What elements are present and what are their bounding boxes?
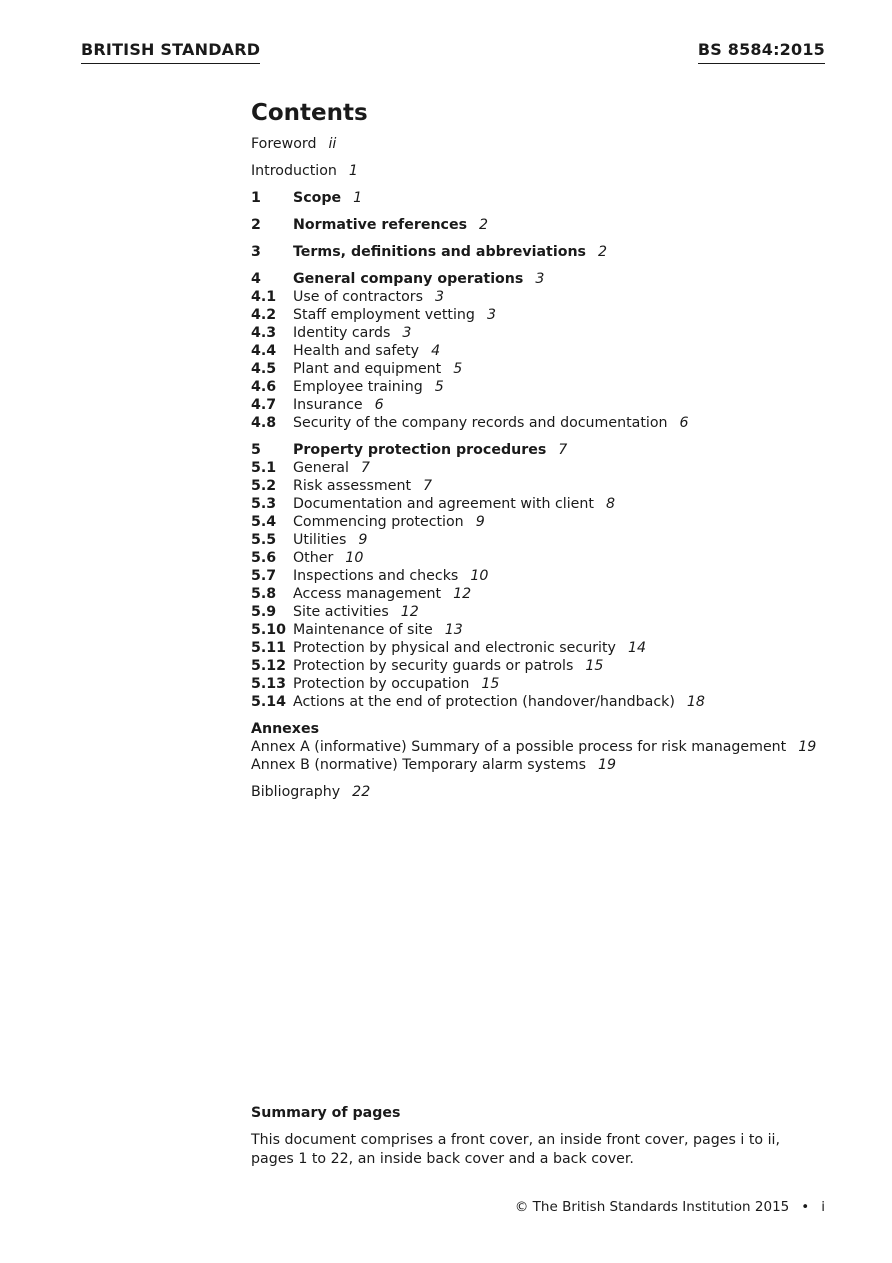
toc-entry-4-5[interactable] [251,360,851,378]
toc-entry-number: 2 [251,217,261,233]
annexes-heading: Annexes [251,721,320,737]
toc-entry-page: 14 [627,640,646,656]
toc-entry-page: 19 [597,757,617,773]
toc-entry-page: 19 [798,739,817,755]
toc-entry-page: 9 [475,514,485,530]
toc-entry-5-13[interactable] [251,675,851,693]
toc-entry-5-5[interactable] [251,531,851,549]
toc-entry-foreword[interactable] [251,135,851,153]
page-title: Contents [251,100,368,126]
toc-entry-label: Security of the company records and documentation [293,415,668,431]
toc-entry-number: 1 [251,190,261,206]
toc-entry-page: 6 [679,415,689,431]
page-number: i [821,1199,825,1215]
toc-entry-label: Annex B (normative) Temporary alarm systems [251,757,586,773]
toc-entry-page: 22 [352,784,371,800]
page-footer [515,1198,825,1216]
toc-entry-number: 5.12 [251,658,287,674]
toc-entry-page: 2 [479,217,489,233]
toc-entry-number: 5.10 [251,622,287,638]
toc-entry-page: 7 [558,442,568,458]
toc-entry-label: Normative references [293,217,468,233]
toc-entry-number: 5.6 [251,550,277,566]
toc-entry-page: 3 [435,289,445,305]
toc-entry-4-2[interactable] [251,306,851,324]
toc-entry-5-10[interactable] [251,621,851,639]
toc-entry-label: Other [293,550,334,566]
toc-entry-number: 4.3 [251,325,277,341]
header-standard-label: BRITISH STANDARD [81,40,260,64]
toc-entry-page: 15 [585,658,604,674]
toc-entry-number: 5.14 [251,694,287,710]
toc-entry-page: 6 [374,397,384,413]
toc-entry-label: General company operations [293,271,524,287]
toc-entry-page: 18 [686,694,705,710]
toc-annexes-heading [251,720,851,738]
toc-entry-label: Foreword [251,136,317,152]
toc-entry-bibliography[interactable] [251,783,851,801]
toc-entry-page: 7 [360,460,370,476]
toc-entry-label: Protection by security guards or patrols [293,658,574,674]
toc-entry-page: 10 [470,568,489,584]
toc-entry-clause-5[interactable] [251,441,851,459]
toc-entry-page: 1 [353,190,363,206]
toc-entry-4-6[interactable] [251,378,851,396]
toc-entry-page: 8 [605,496,615,512]
toc-entry-number: 5.4 [251,514,277,530]
toc-entry-4-3[interactable] [251,324,851,342]
toc-entry-5-7[interactable] [251,567,851,585]
toc-entry-5-2[interactable] [251,477,851,495]
toc-entry-page: 9 [358,532,368,548]
toc-entry-5-9[interactable] [251,603,851,621]
toc-entry-number: 4.2 [251,307,277,323]
toc-entry-page: 4 [431,343,441,359]
toc-entry-number: 5.9 [251,604,277,620]
toc-entry-label: Utilities [293,532,347,548]
toc-entry-annex-b[interactable] [251,756,851,774]
toc-entry-4-4[interactable] [251,342,851,360]
toc-entry-label: Protection by occupation [293,676,470,692]
toc-entry-page: 12 [400,604,419,620]
summary-heading: Summary of pages [251,1105,401,1121]
toc-entry-5-12[interactable] [251,657,851,675]
toc-entry-number: 5 [251,442,261,458]
toc-entry-label: Use of contractors [293,289,424,305]
toc-entry-number: 4.1 [251,289,277,305]
toc-entry-number: 5.5 [251,532,277,548]
toc-entry-page: 3 [486,307,496,323]
toc-entry-label: Employee training [293,379,423,395]
toc-entry-5-4[interactable] [251,513,851,531]
toc-entry-number: 4.8 [251,415,277,431]
toc-entry-5-8[interactable] [251,585,851,603]
toc-entry-label: Terms, definitions and abbreviations [293,244,586,260]
toc-entry-label: Annex A (informative) Summary of a possible process for risk management [251,739,787,755]
toc-entry-label: Introduction [251,163,337,179]
toc-entry-label: Actions at the end of protection (handover/handback) [293,694,675,710]
toc-entry-label: Documentation and agreement with client [293,496,594,512]
toc-entry-number: 5.2 [251,478,277,494]
toc-entry-5-1[interactable] [251,459,851,477]
toc-entry-number: 4.4 [251,343,277,359]
toc-entry-page: 15 [481,676,500,692]
toc-entry-page: ii [328,136,337,152]
toc-entry-4-1[interactable] [251,288,851,306]
toc-entry-number: 5.13 [251,676,287,692]
header-document-number: BS 8584:2015 [698,40,825,64]
toc-entry-page: 7 [423,478,433,494]
summary-text: This document comprises a front cover, an inside front cover, pages i to ii, pages 1 to 22, an inside back cover and a back cover. [251,1132,780,1167]
toc-entry-number: 5.11 [251,640,287,656]
toc-entry-4-7[interactable] [251,396,851,414]
toc-entry-introduction[interactable] [251,162,851,180]
toc-entry-page: 3 [402,325,412,341]
toc-entry-label: Commencing protection [293,514,464,530]
toc-entry-label: Protection by physical and electronic security [293,640,616,656]
toc-entry-page: 3 [535,271,545,287]
toc-entry-label: Scope [293,190,342,206]
toc-entry-clause-4[interactable] [251,270,851,288]
toc-entry-label: Access management [293,586,442,602]
toc-entry-label: Property protection procedures [293,442,547,458]
toc-entry-label: General [293,460,349,476]
toc-entry-label: Identity cards [293,325,391,341]
toc-entry-number: 5.8 [251,586,277,602]
toc-entry-5-3[interactable] [251,495,851,513]
bullet-separator: • [801,1199,810,1215]
toc-entry-page: 13 [444,622,463,638]
toc-entry-label: Plant and equipment [293,361,442,377]
toc-entry-annex-a[interactable] [251,738,851,756]
toc-entry-label: Bibliography [251,784,341,800]
toc-entry-number: 4.5 [251,361,277,377]
toc-entry-number: 5.1 [251,460,277,476]
toc-entry-clause-2[interactable] [251,216,851,234]
toc-entry-label: Health and safety [293,343,420,359]
toc-entry-label: Inspections and checks [293,568,459,584]
toc-entry-5-11[interactable] [251,639,851,657]
table-of-contents [251,135,851,801]
toc-entry-number: 5.7 [251,568,277,584]
toc-entry-page: 5 [434,379,444,395]
toc-entry-4-8[interactable] [251,414,851,432]
toc-entry-label: Risk assessment [293,478,412,494]
toc-entry-number: 4.6 [251,379,277,395]
toc-entry-number: 4.7 [251,397,277,413]
toc-entry-5-6[interactable] [251,549,851,567]
copyright-notice: © The British Standards Institution 2015 [514,1199,790,1215]
toc-entry-label: Staff employment vetting [293,307,475,323]
toc-entry-number: 5.3 [251,496,277,512]
toc-entry-page: 12 [453,586,472,602]
toc-entry-label: Maintenance of site [293,622,433,638]
toc-entry-page: 5 [453,361,463,377]
toc-entry-page: 2 [598,244,608,260]
toc-entry-clause-3[interactable] [251,243,851,261]
toc-entry-clause-1[interactable] [251,189,851,207]
toc-entry-label: Insurance [293,397,363,413]
toc-entry-5-14[interactable] [251,693,851,711]
toc-entry-number: 4 [251,271,261,287]
toc-entry-page: 1 [348,163,358,179]
toc-entry-page: 10 [345,550,364,566]
toc-entry-label: Site activities [293,604,389,620]
toc-entry-number: 3 [251,244,261,260]
